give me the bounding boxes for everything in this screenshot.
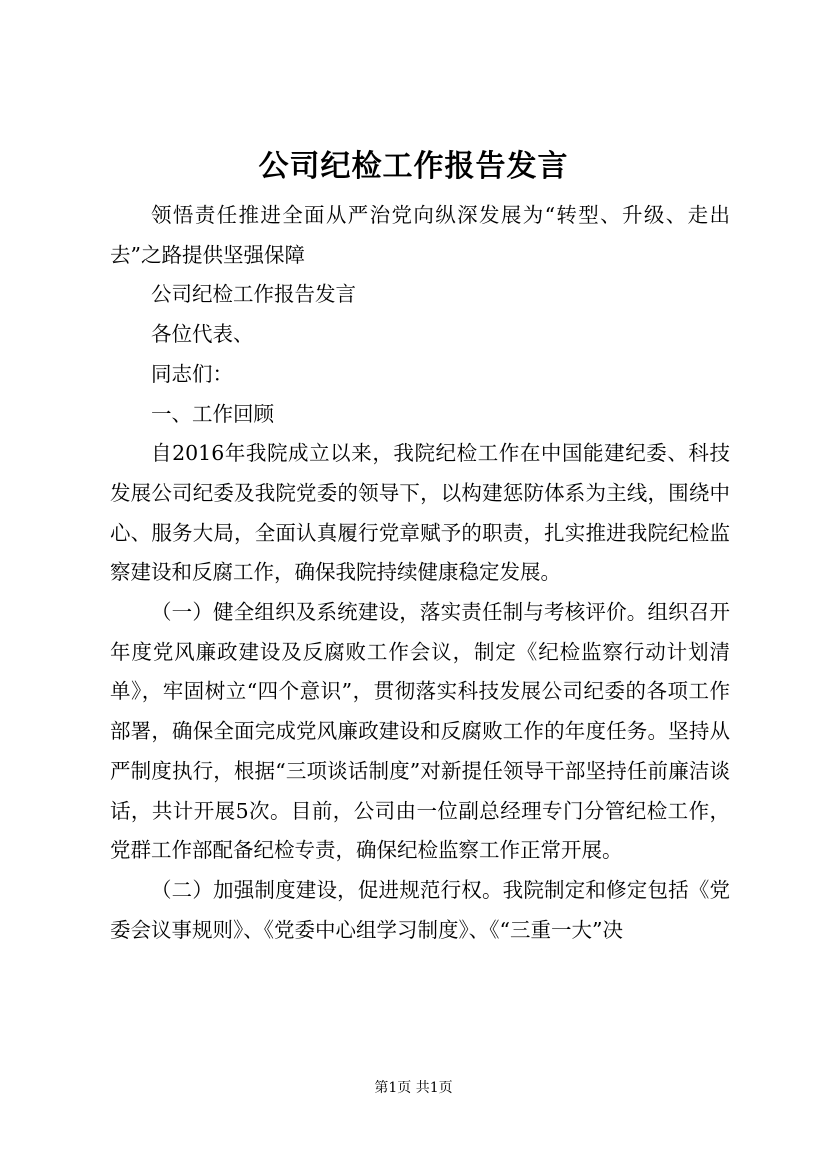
paragraph-heading: 公司纪检工作报告发言 [151,282,356,307]
page-footer: 第1页 共1页 [374,1080,453,1096]
section-heading-review: 一、工作回顾 [151,401,274,426]
paragraph-salutation-2: 同志们： [151,361,233,386]
document-title: 公司纪检工作报告发言 [258,149,569,184]
document-body [110,196,730,950]
paragraph-review-intro: 自2016年我院成立以来，我院纪检工作在中国能建纪委、科技发展公司纪委及我院党委的领导下，以构建惩防体系为主线，围绕中心、服务大局，全面认真履行党章赋予的职责，扎实推进我院纪检监察建设和反腐工作，确保我院持续健康稳定发展。 [110,441,730,585]
paragraph-salutation-1: 各位代表、 [151,322,254,347]
paragraph-item-1: （一）健全组织及系统建设，落实责任制与考核评价。组织召开年度党风廉政建设及反腐败工作会议，制定《纪检监察行动计划清单》，牢固树立“四个意识”，贯彻落实科技发展公司纪委的各项工作部署，确保全面完成党风廉政建设和反腐败工作的年度任务。坚持从严制度执行，根据“三项谈话制度”对新提任领导干部坚持任前廉洁谈话，共计开展5次。目前，公司由一位副总经理专门分管纪检工作，党群工作部配备纪检专责，确保纪检监察工作正常开展。 [110,600,730,863]
paragraph-subtitle: 领悟责任推进全面从严治党向纵深发展为“转型、升级、走出去”之路提供坚强保障 [110,203,730,267]
paragraph-item-2: （二）加强制度建设，促进规范行权。我院制定和修定包括《党委会议事规则》、《党委中心组学习制度》、《“三重一大”决 [110,877,730,942]
